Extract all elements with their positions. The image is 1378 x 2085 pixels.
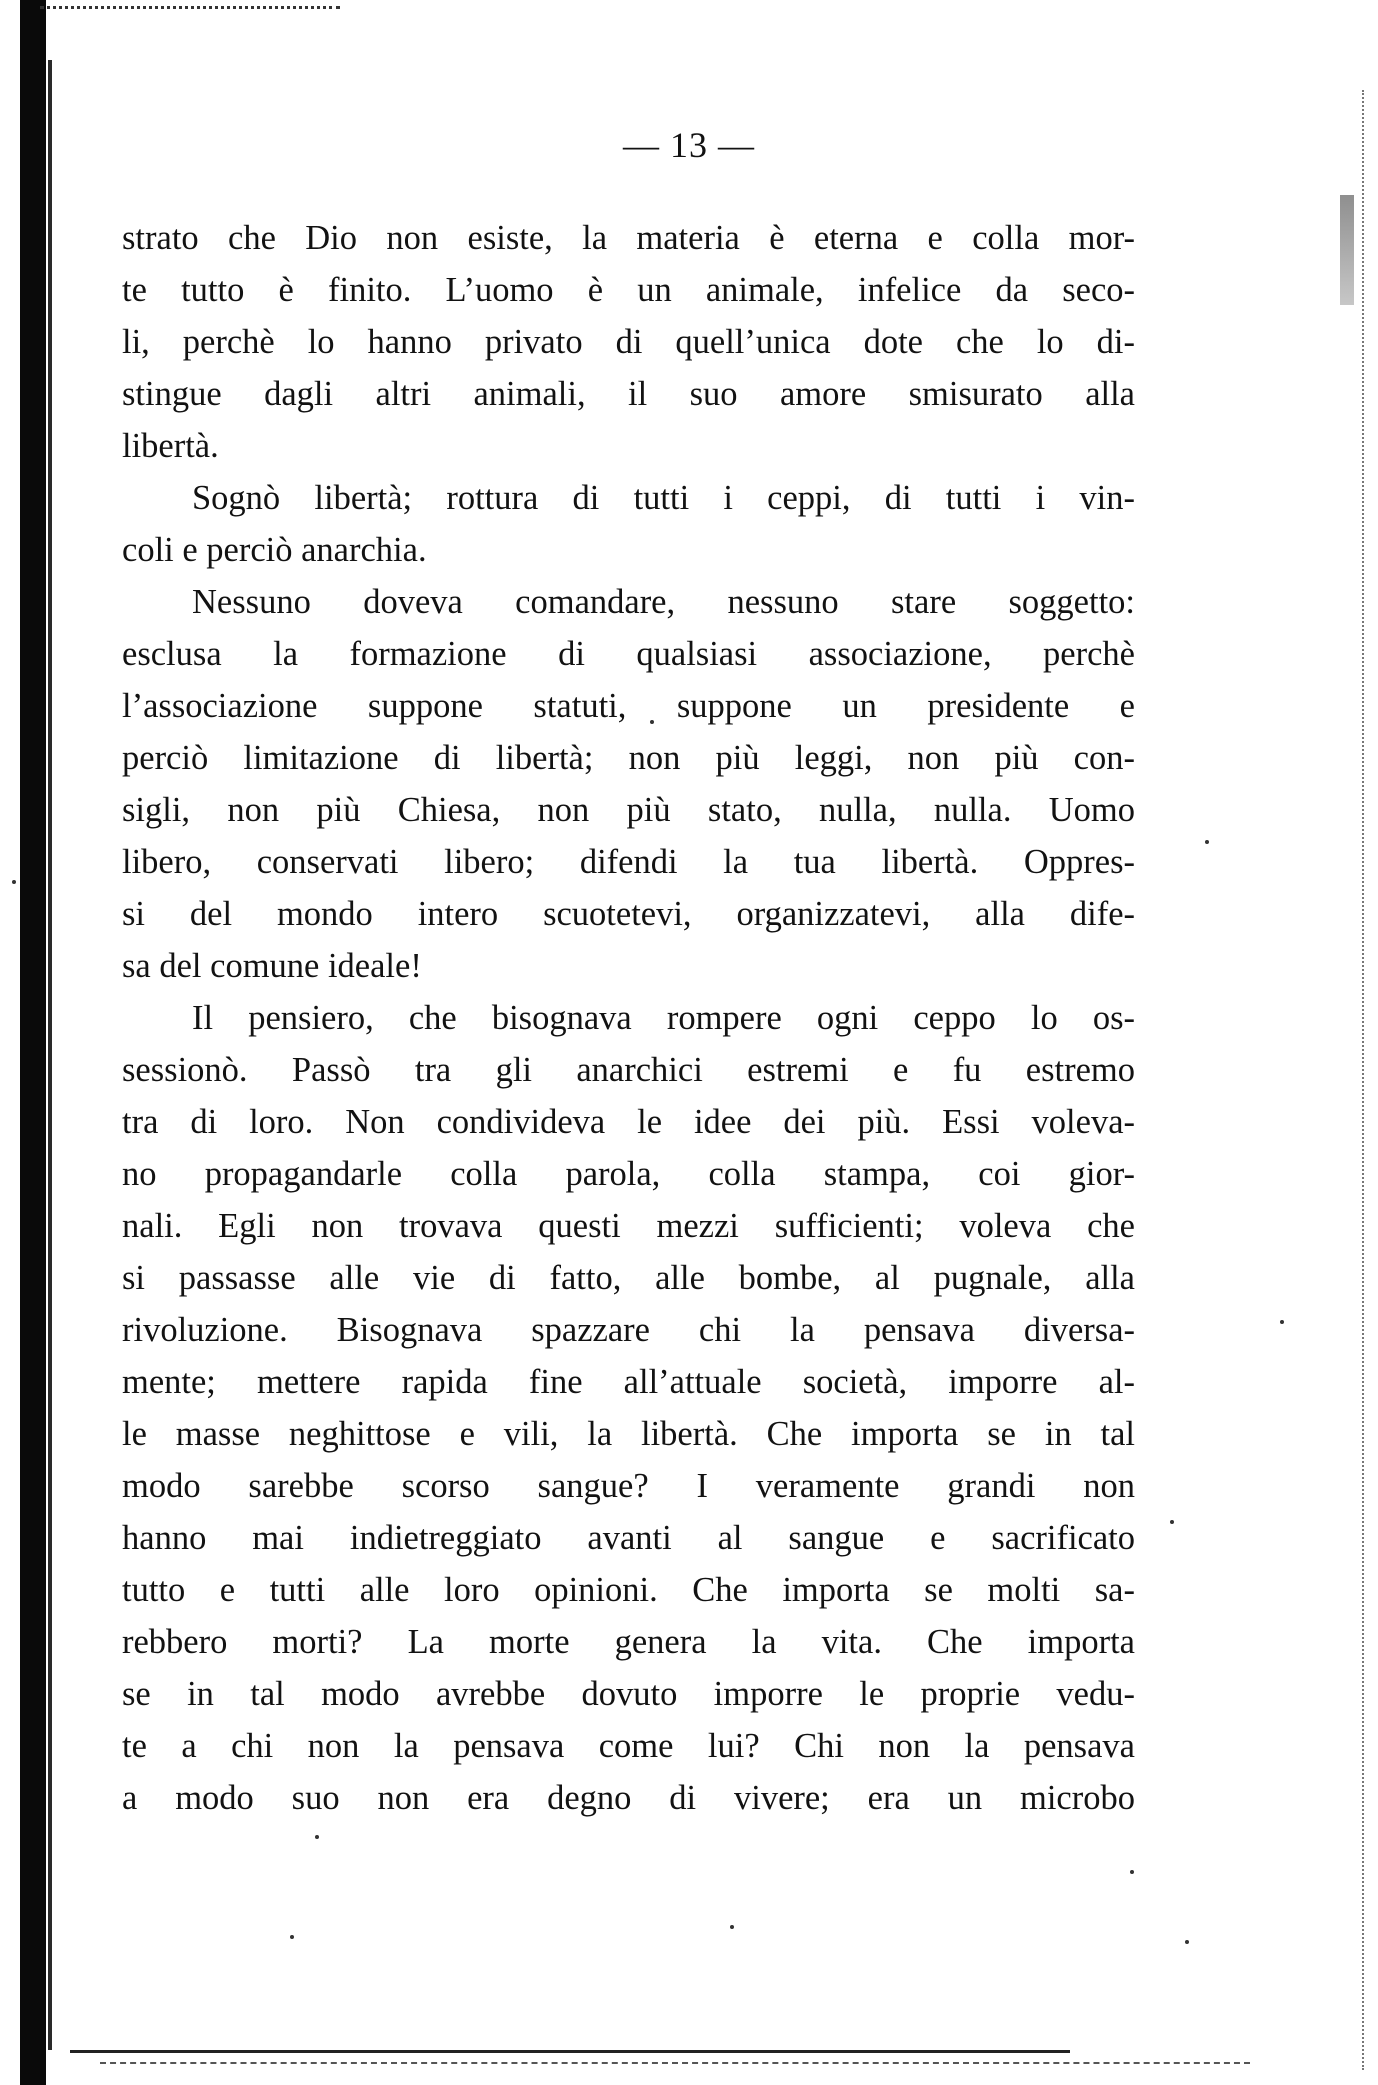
- text-line: mente; mettere rapida fine all’attuale società, imporre al-: [122, 1363, 1135, 1401]
- text-line: nali. Egli non trovava questi mezzi sufficienti; voleva che: [122, 1207, 1135, 1245]
- text-line: rivoluzione. Bisognava spazzare chi la pensava diversa-: [122, 1311, 1135, 1349]
- text-line: sigli, non più Chiesa, non più stato, nulla, nulla. Uomo: [122, 791, 1135, 829]
- text-line: le masse neghittose e vili, la libertà. Che importa se in tal: [122, 1415, 1135, 1453]
- text-line: Sognò libertà; rottura di tutti i ceppi, di tutti i vin-: [192, 479, 1135, 517]
- scan-top-noise: [40, 6, 340, 14]
- text-line: tra di loro. Non condivideva le idee dei più. Essi voleva-: [122, 1103, 1135, 1141]
- scan-bottom-rule: [70, 2050, 1070, 2053]
- text-line: sa del comune ideale!: [122, 947, 422, 985]
- scan-speck: [1170, 1520, 1174, 1524]
- scan-speck: [315, 1835, 319, 1839]
- scan-speck: [1280, 1320, 1284, 1324]
- text-line: rebbero morti? La morte genera la vita. Che importa: [122, 1623, 1135, 1661]
- text-line: Il pensiero, che bisognava rompere ogni ceppo lo os-: [192, 999, 1135, 1037]
- body-text: [122, 212, 1135, 1824]
- scan-speck: [1130, 1870, 1134, 1874]
- scan-spine-edge: [48, 60, 52, 2050]
- text-line: si passasse alle vie di fatto, alle bombe, al pugnale, alla: [122, 1259, 1135, 1297]
- text-line: hanno mai indietreggiato avanti al sangue e sacrificato: [122, 1519, 1135, 1557]
- text-line: stingue dagli altri animali, il suo amore smisurato alla: [122, 375, 1135, 413]
- scan-speck: [12, 880, 16, 884]
- text-line: sessionò. Passò tra gli anarchici estremi e fu estremo: [122, 1051, 1135, 1089]
- text-line: l’associazione suppone statuti, suppone un presidente e: [122, 687, 1135, 725]
- scan-speck: [1185, 1940, 1189, 1944]
- scan-bottom-rule-dashed: [100, 2062, 1250, 2064]
- scan-right-blot: [1340, 195, 1354, 305]
- page-number: — 13 —: [623, 125, 755, 165]
- scan-speck: [1205, 840, 1209, 844]
- text-line: esclusa la formazione di qualsiasi associazione, perchè: [122, 635, 1135, 673]
- text-line: coli e perciò anarchia.: [122, 531, 427, 569]
- text-line: se in tal modo avrebbe dovuto imporre le proprie vedu-: [122, 1675, 1135, 1713]
- text-line: tutto e tutti alle loro opinioni. Che importa se molti sa-: [122, 1571, 1135, 1609]
- text-line: perciò limitazione di libertà; non più leggi, non più con-: [122, 739, 1135, 777]
- text-line: li, perchè lo hanno privato di quell’unica dote che lo di-: [122, 323, 1135, 361]
- scan-speck: [730, 1925, 734, 1929]
- text-line: a modo suo non era degno di vivere; era un microbo: [122, 1779, 1135, 1817]
- text-line: modo sarebbe scorso sangue? I veramente grandi non: [122, 1467, 1135, 1505]
- text-line: strato che Dio non esiste, la materia è eterna e colla mor-: [122, 219, 1135, 257]
- scan-speck: [290, 1935, 294, 1939]
- text-line: si del mondo intero scuotetevi, organizzatevi, alla dife-: [122, 895, 1135, 933]
- text-line: libero, conservati libero; difendi la tua libertà. Oppres-: [122, 843, 1135, 881]
- scan-right-edge: [1342, 90, 1364, 2070]
- text-line: te tutto è finito. L’uomo è un animale, infelice da seco-: [122, 271, 1135, 309]
- text-line: te a chi non la pensava come lui? Chi non la pensava: [122, 1727, 1135, 1765]
- text-line: no propagandarle colla parola, colla stampa, coi gior-: [122, 1155, 1135, 1193]
- text-line: libertà.: [122, 427, 219, 465]
- scan-spine-shadow: [20, 0, 46, 2085]
- text-line: Nessuno doveva comandare, nessuno stare soggetto:: [192, 583, 1135, 621]
